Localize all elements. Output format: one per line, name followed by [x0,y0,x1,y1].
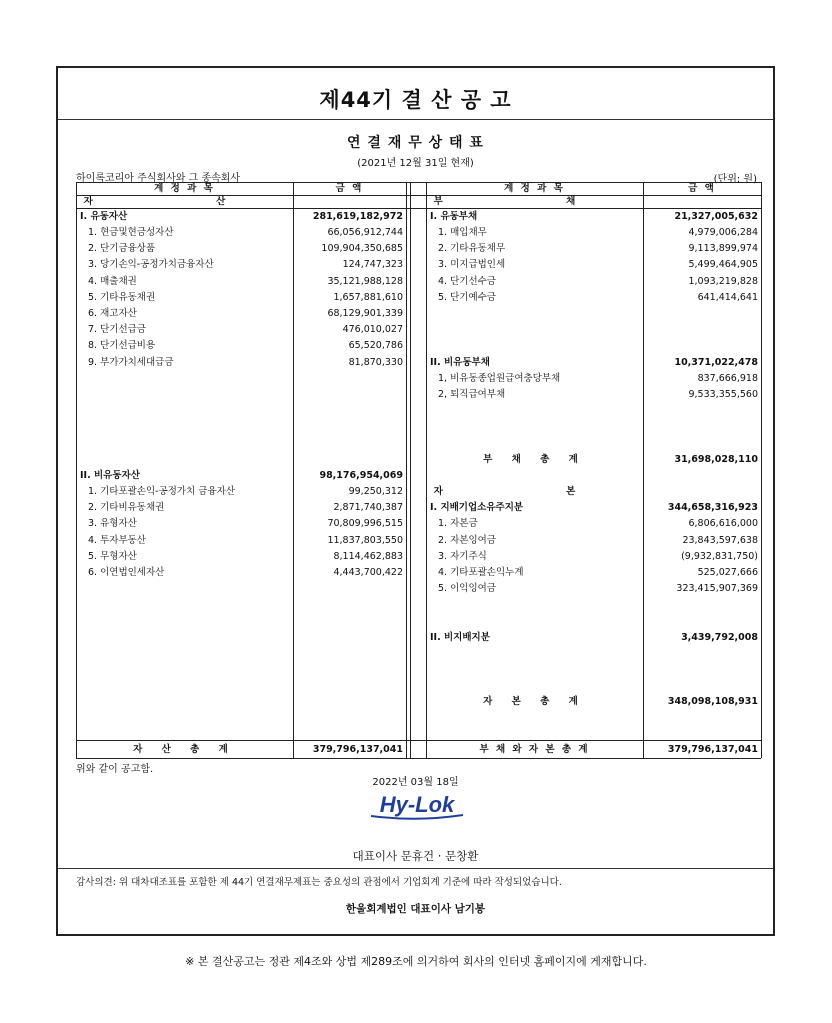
announcement-note: 위와 같이 공고함. [76,764,154,775]
left-amount-header: 금 액 [335,183,364,194]
asset-item-value: 8,114,462,883 [333,551,403,562]
liabilities-section-header: 부 채 [433,196,636,207]
announcement-title: 제44기 결 산 공 고 [319,88,512,112]
equity-item-value: 6,806,616,000 [688,518,758,529]
equity-item-value: 23,843,597,638 [682,535,758,546]
liability-item-value: 641,414,641 [697,292,758,303]
title-divider [58,119,773,120]
current-liabilities-title: I. 유동부채 [430,211,478,222]
controlling-interest-total: 344,658,316,923 [667,502,758,513]
grid-line [76,740,761,741]
noncontrolling-interest-title: II. 비지배지분 [430,632,490,643]
asset-item-value: 2,871,740,387 [333,502,403,513]
liability-item-value: 1,093,219,828 [688,276,758,287]
company-name: 하이록코리아 주식회사와 그 종속회사 [76,173,241,184]
equity-item-value: 525,027,666 [697,567,758,578]
liability-item-value: 9,533,355,560 [688,389,758,400]
right-amount-header: 금 액 [688,183,716,194]
asset-item-value: 11,837,803,550 [327,535,403,546]
asset-item-value: 65,520,786 [348,340,403,351]
announcement-frame [56,66,775,936]
asset-item-value: 81,870,330 [348,357,403,368]
asset-item-value: 66,056,912,744 [327,227,403,238]
total-equity-value: 348,098,108,931 [667,696,758,707]
asset-item-label: 1. 기타포괄손익-공정가치 금융자산 [88,486,236,497]
liability-item-value: 5,499,464,905 [688,259,758,270]
liability-item-value: 837,666,918 [697,373,758,384]
legal-notice: ※ 본 결산공고는 정관 제4조와 상법 제289조에 의거하여 회사의 인터넷 홈페이지에 게재합니다. [185,955,647,968]
hy-lok-logo [365,791,469,821]
unit-label: (단위: 원) [713,174,757,185]
grid-line [410,182,411,758]
auditor-name: 한울회계법인 대표이사 남기봉 [345,903,486,915]
asset-item-label: 6. 재고자산 [88,308,137,319]
equity-item-label: 5. 이익잉여금 [438,583,496,594]
ceo-names: 대표이사 문휴건 · 문창환 [352,849,479,863]
grid-line [761,182,762,758]
logo-text: Hy-Lok [379,792,455,817]
noncontrolling-interest-value: 3,439,792,008 [681,632,758,643]
total-liabilities-label: 부 채 총 계 [483,454,586,465]
asset-item-label: 7. 단기선급금 [88,324,146,335]
asset-item-label: 4. 투자부동산 [88,535,146,546]
current-assets-title: I. 유동자산 [80,211,128,222]
noncurrent-liabilities-title: II. 비유동부채 [430,357,490,368]
total-equity-label: 자 본 총 계 [483,696,586,707]
equity-item-label: 3. 자기주식 [438,551,487,562]
noncurrent-assets-total: 98,176,954,069 [319,470,403,481]
equity-item-label: 2. 자본잉여금 [438,535,496,546]
current-assets-total: 281,619,182,972 [312,211,403,222]
asset-item-value: 124,747,323 [342,259,403,270]
asset-item-value: 1,657,881,610 [333,292,403,303]
asset-item-value: 4,443,700,422 [333,567,403,578]
total-assets-value: 379,796,137,041 [312,744,403,755]
equity-item-value: (9,932,831,750) [681,551,758,562]
grid-line [76,182,77,758]
equity-item-value: 323,415,907,369 [676,583,758,594]
asset-item-label: 1. 현금및현금성자산 [88,227,174,238]
total-liabilities-equity-label: 부 채 와 자 본 총 계 [479,744,590,755]
liability-item-label: 4. 단기선수금 [438,276,496,287]
equity-item-label: 1. 자본금 [438,518,478,529]
ceo-divider [58,868,773,869]
report-date: (2021년 12월 31일 현재) [357,158,474,169]
noncurrent-assets-title: II. 비유동자산 [80,470,140,481]
total-liabilities-equity-value: 379,796,137,041 [667,744,758,755]
grid-line [426,182,427,758]
liability-item-label: 1. 매입채무 [438,227,487,238]
assets-section-header: 자 산 [83,196,286,207]
liability-item-label: 2, 퇴직급여부채 [438,389,506,400]
audit-opinion: 감사의견: 위 대차대조표를 포함한 제 44기 연결재무제표는 중요성의 관점에서 기업회계 기준에 따라 작성되었습니다. [76,877,562,888]
grid-line [406,182,407,758]
liability-item-label: 5. 단기예수금 [438,292,496,303]
asset-item-label: 5. 기타유동채권 [88,292,156,303]
left-account-header: 계 정 과 목 [154,183,215,194]
asset-item-label: 6. 이연법인세자산 [88,567,165,578]
asset-item-label: 8. 단기선급비용 [88,340,156,351]
asset-item-label: 2. 기타비유동채권 [88,502,165,513]
liability-item-label: 1, 비유동종업원급여충당부채 [438,373,561,384]
liability-item-label: 2. 기타유동채무 [438,243,506,254]
asset-item-value: 68,129,901,339 [327,308,403,319]
asset-item-label: 3. 유형자산 [88,518,137,529]
announcement-date: 2022년 03월 18일 [372,777,459,788]
total-liabilities-value: 31,698,028,110 [674,454,758,465]
asset-item-label: 9. 부가가치세대급금 [88,357,174,368]
statement-title: 연 결 재 무 상 태 표 [347,135,484,151]
equity-item-label: 4. 기타포괄손익누계 [438,567,524,578]
asset-item-value: 35,121,988,128 [327,276,403,287]
asset-item-value: 99,250,312 [348,486,403,497]
equity-section-header: 자 본 [433,486,636,497]
total-assets-label: 자 산 총 계 [133,744,236,755]
asset-item-label: 4. 매출채권 [88,276,137,287]
right-account-header: 계 정 과 목 [504,183,565,194]
balance-sheet-table [76,182,761,758]
noncurrent-liabilities-total: 10,371,022,478 [674,357,758,368]
liability-item-value: 4,979,006,284 [688,227,758,238]
asset-item-value: 476,010,027 [342,324,403,335]
grid-line [76,758,761,759]
asset-item-label: 5. 무형자산 [88,551,137,562]
liability-item-value: 9,113,899,974 [688,243,758,254]
liability-item-label: 3. 미지급법인세 [438,259,506,270]
current-liabilities-total: 21,327,005,632 [674,211,758,222]
asset-item-value: 70,809,996,515 [327,518,403,529]
controlling-interest-title: I. 지배기업소유주지분 [430,502,524,513]
asset-item-label: 3. 당기손익-공정가치금융자산 [88,259,214,270]
asset-item-value: 109,904,350,685 [321,243,403,254]
asset-item-label: 2. 단기금융상품 [88,243,156,254]
